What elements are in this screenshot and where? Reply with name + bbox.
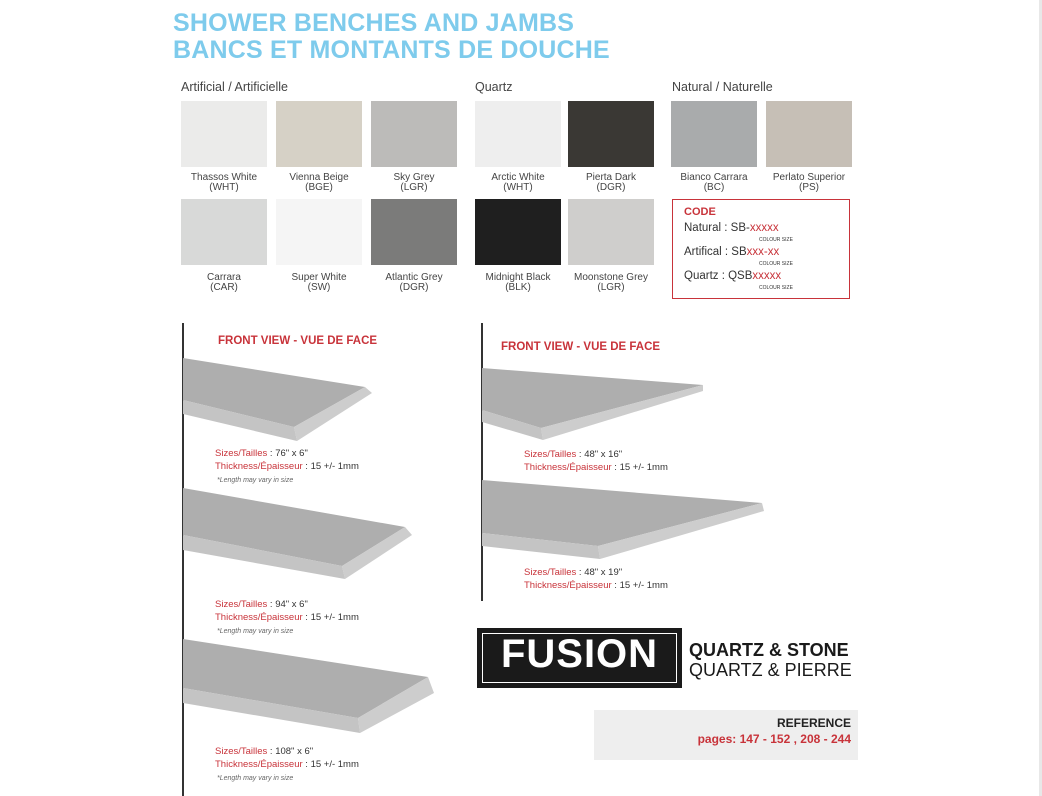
- swatch-label: Midnight Black (BLK): [485, 272, 551, 293]
- bench-slab-108x6: [183, 639, 434, 733]
- swatch-label: Super White (SW): [291, 272, 347, 293]
- code-subtext: COLOUR SIZE: [759, 261, 793, 267]
- title-line-english: SHOWER BENCHES AND JAMBS: [173, 9, 575, 37]
- bench-spec: Sizes/Tailles : 76" x 6" Thickness/Épaisseur : 15 +/- 1mm: [215, 448, 359, 472]
- logo-wordmark: FUSION: [500, 632, 659, 676]
- length-note: *Length may vary in size: [217, 477, 294, 484]
- category-quartz: Quartz: [475, 80, 513, 94]
- reference-pages: pages: 147 - 152 , 208 - 244: [697, 732, 851, 746]
- length-note: *Length may vary in size: [217, 628, 294, 635]
- swatch-label: Vienna Beige (BGE): [289, 172, 349, 193]
- jamb-spec: Sizes/Tailles : 48" x 16" Thickness/Épaisseur : 15 +/- 1mm: [524, 449, 668, 473]
- code-subtext: COLOUR SIZE: [759, 237, 793, 243]
- swatch-label: Arctic White (WHT): [491, 172, 545, 193]
- swatch-label: Moonstone Grey (LGR): [574, 272, 648, 293]
- front-view-heading-right: FRONT VIEW - VUE DE FACE: [501, 341, 661, 353]
- code-natural: Natural : SB-xxxxx: [684, 222, 779, 234]
- code-quartz: Quartz : QSBxxxxx: [684, 270, 782, 282]
- code-subtext: COLOUR SIZE: [759, 285, 793, 291]
- brand-tagline-english: QUARTZ & STONE: [689, 640, 849, 660]
- swatch-label: Thassos White (WHT): [190, 172, 258, 193]
- title-line-french: BANCS ET MONTANTS DE DOUCHE: [173, 36, 610, 64]
- swatch-label: Perlato Superior (PS): [772, 172, 846, 193]
- reference-box: [594, 710, 858, 760]
- bench-spec: Sizes/Tailles : 108" x 6" Thickness/Épaisseur : 15 +/- 1mm: [215, 746, 359, 770]
- bench-spec: Sizes/Tailles : 94" x 6" Thickness/Épaisseur : 15 +/- 1mm: [215, 599, 359, 623]
- brand-tagline-french: QUARTZ & PIERRE: [689, 660, 852, 680]
- length-note: *Length may vary in size: [217, 775, 294, 782]
- code-artificial: Artifical : SBxxx-xx: [684, 246, 780, 258]
- bench-slab-76x6: [183, 358, 372, 441]
- swatch-label: Sky Grey (LGR): [393, 172, 435, 193]
- jamb-slab-48x19: [482, 480, 764, 559]
- swatch-label: Atlantic Grey (DGR): [385, 272, 443, 293]
- jamb-slab-48x16: [482, 368, 703, 440]
- swatch-label: Carrara (CAR): [207, 272, 241, 293]
- code-title: CODE: [684, 206, 716, 218]
- swatch-label: Pierta Dark (DGR): [585, 172, 636, 193]
- swatch-label: Bianco Carrara (BC): [680, 172, 748, 193]
- fusion-logo: [477, 628, 682, 688]
- bench-slab-94x6: [183, 488, 412, 579]
- category-artificial: Artificial / Artificielle: [181, 80, 288, 94]
- jamb-spec: Sizes/Tailles : 48" x 19" Thickness/Épaisseur : 15 +/- 1mm: [524, 567, 668, 591]
- category-natural: Natural / Naturelle: [672, 80, 773, 94]
- reference-title: REFERENCE: [776, 716, 851, 730]
- front-view-heading-left: FRONT VIEW - VUE DE FACE: [218, 335, 378, 347]
